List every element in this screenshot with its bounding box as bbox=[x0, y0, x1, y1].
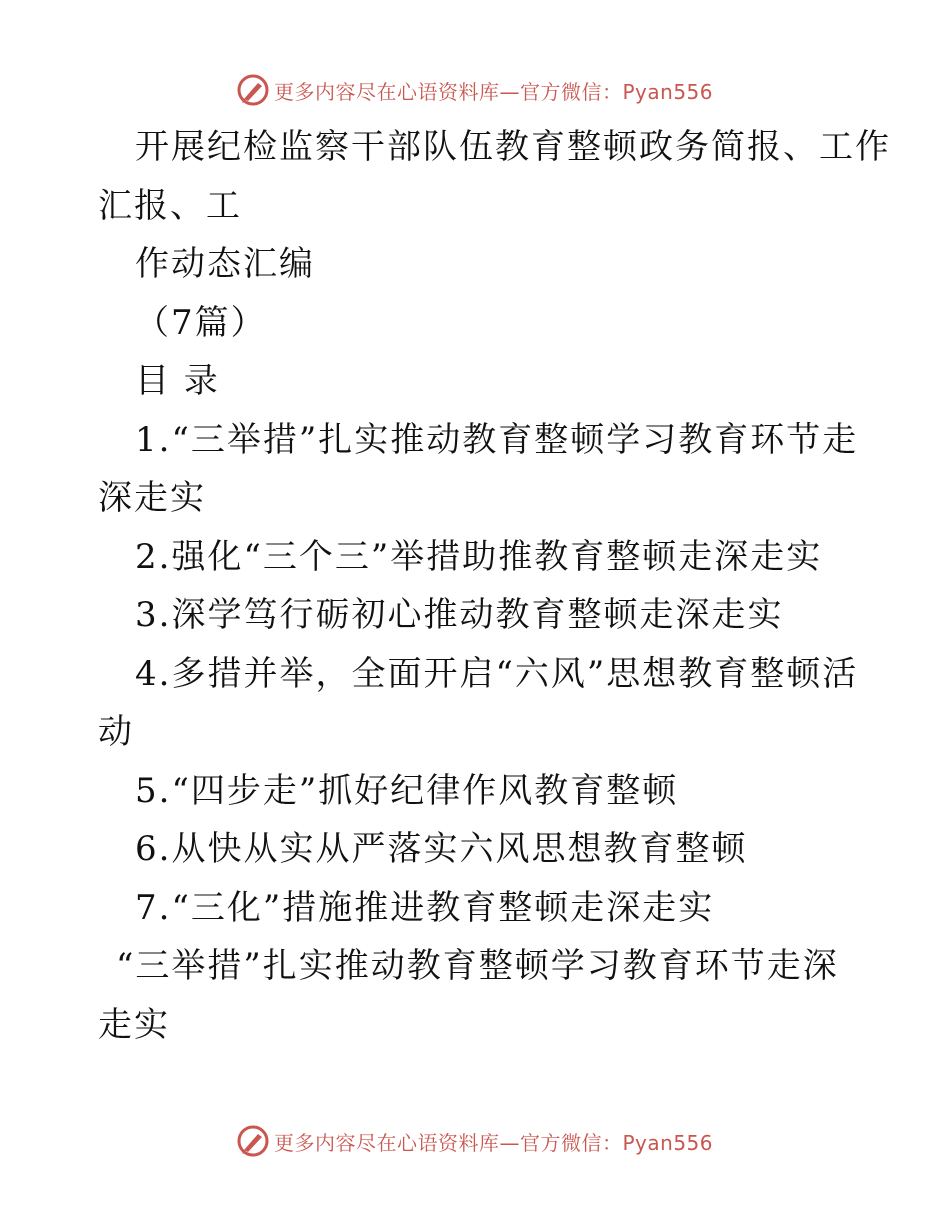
toc-item-2: 2.强化“三个三”举措助推教育整顿走深走实 bbox=[135, 536, 823, 577]
toc-item-4: 4.多措并举，全面开启“六风”思想教育整顿活 bbox=[135, 653, 859, 694]
toc-item-1: 1.“三举措”扎实推动教育整顿学习教育环节走 bbox=[135, 419, 859, 460]
document-body bbox=[98, 118, 891, 1054]
watermark-text: 更多内容尽在心语资料库—官方微信：Pyan556 bbox=[274, 79, 714, 104]
section-title-line-1: “三举措”扎实推动教育整顿学习教育环节走深 bbox=[116, 946, 839, 986]
article-count: （7篇） bbox=[135, 302, 267, 343]
toc-item-3: 3.深学笃行砺初心推动教育整顿走深走实 bbox=[135, 595, 784, 635]
toc-item-1-continued: 深走实 bbox=[98, 478, 206, 518]
document-title-line-1: 开展纪检监察干部队伍教育整顿政务简报、工作 bbox=[135, 127, 891, 167]
red-pen-circle-icon bbox=[236, 73, 270, 107]
section-title-line-2: 走实 bbox=[98, 1004, 170, 1045]
toc-item-6: 6.从快从实从严落实六风思想教育整顿 bbox=[135, 829, 748, 869]
toc-item-4-continued: 动 bbox=[98, 712, 134, 752]
document-title-line-3: 作动态汇编 bbox=[135, 244, 315, 284]
toc-heading: 目 录 bbox=[135, 361, 220, 401]
toc-item-5: 5.“四步走”抓好纪律作风教育整顿 bbox=[135, 770, 679, 811]
toc-item-7: 7.“三化”措施推进教育整顿走深走实 bbox=[135, 887, 715, 928]
watermark-text: 更多内容尽在心语资料库—官方微信：Pyan556 bbox=[274, 1130, 714, 1155]
header-watermark bbox=[236, 71, 713, 109]
document-title-line-2: 汇报、工 bbox=[98, 185, 242, 226]
red-pen-circle-icon bbox=[236, 1124, 270, 1158]
footer-watermark bbox=[236, 1122, 713, 1160]
